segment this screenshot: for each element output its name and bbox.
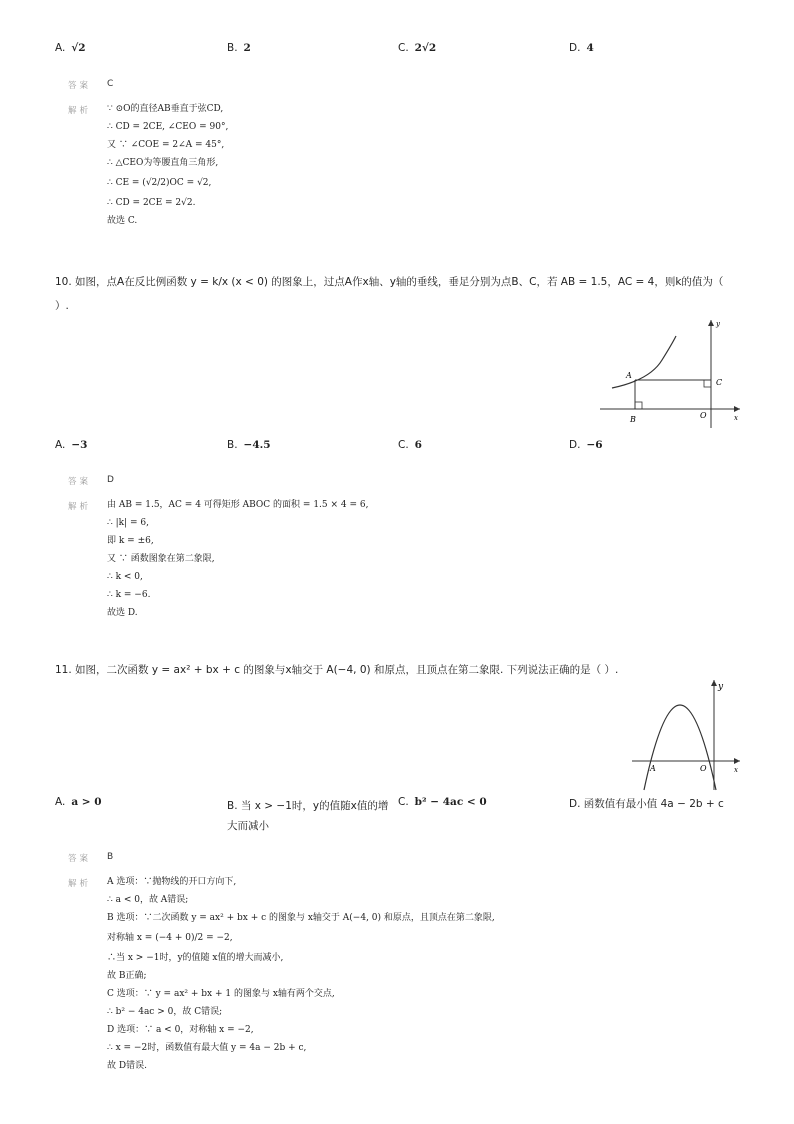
analysis-line: ∴ CD = 2CE, ∠CEO = 90°, <box>107 122 229 132</box>
q11-option-d[interactable]: D. 函数值有最小值 4a − 2b + c <box>569 798 724 810</box>
x-axis-arrow-icon <box>734 758 740 764</box>
label-o: O <box>700 764 707 773</box>
analysis-line: ∵ ⊙O的直径AB垂直于弦CD, <box>107 104 224 114</box>
q10-analysis-tag: 解析 <box>68 502 92 512</box>
analysis-line: ∴ △CEO为等腰直角三角形, <box>107 158 219 168</box>
analysis-line: 由 AB = 1.5，AC = 4 可得矩形 ABOC 的面积 = 1.5 × 4 = 6, <box>107 500 369 510</box>
q11-option-c[interactable]: C. b² − 4ac < 0 <box>398 796 487 808</box>
analysis-line: B 选项：∵二次函数 y = ax² + bx + c 的图象与 x轴交于 A(−4, 0) 和原点，且顶点在第二象限, <box>107 913 495 923</box>
q10-figure <box>590 316 750 432</box>
q11-stem: 11. 如图，二次函数 y = ax² + bx + c 的图象与x轴交于 A(−4, 0) 和原点，且顶点在第二象限. 下列说法正确的是（ ）. <box>55 664 619 676</box>
analysis-line: C 选项：∵ y = ax² + bx + 1 的图象与 x轴有两个交点, <box>107 989 335 999</box>
label-y: y <box>716 320 720 328</box>
q9-option-c[interactable]: C. 2√2 <box>398 42 437 54</box>
analysis-line: ∴ k < 0, <box>107 572 143 582</box>
q11-answer: B <box>107 852 114 862</box>
label-c: C <box>716 378 723 387</box>
analysis-line: D 选项：∵ a < 0，对称轴 x = −2, <box>107 1025 254 1035</box>
q10-answer: D <box>107 475 114 485</box>
label-x: x <box>734 766 738 774</box>
q10-stem-line1: 10. 如图，点A在反比例函数 y = k/x (x < 0) 的图象上，过点A作x轴、y轴的垂线，垂足分别为点B、C，若 AB = 1.5，AC = 4，则k的值为（ <box>55 276 724 288</box>
analysis-line: 又 ∵ 函数图象在第二象限, <box>107 554 215 564</box>
q9-option-a[interactable]: A. √2 <box>55 42 86 54</box>
q11-option-a[interactable]: A. a > 0 <box>55 796 102 808</box>
q10-analysis <box>107 496 368 622</box>
parabola-curve <box>644 705 716 790</box>
analysis-line: 故 D错误. <box>107 1061 147 1071</box>
q11-option-b[interactable]: B. 当 x > −1时，y的值随x值的增大而减小 <box>227 800 389 832</box>
analysis-line: 即 k = ±6, <box>107 536 154 546</box>
label-a: A <box>650 764 656 773</box>
analysis-line: A 选项：∵抛物线的开口方向下, <box>107 877 237 887</box>
right-angle-b-icon <box>635 402 642 409</box>
analysis-line: ∴当 x > −1时，y的值随 x值的增大而减小, <box>107 953 284 963</box>
y-axis-arrow-icon <box>708 320 714 326</box>
y-axis-arrow-icon <box>711 680 717 686</box>
analysis-line: ∴ a < 0，故 A错误; <box>107 895 189 905</box>
q9-analysis <box>107 100 228 230</box>
label-o: O <box>700 411 707 420</box>
analysis-line: 故选 D. <box>107 608 138 618</box>
q10-option-c[interactable]: C. 6 <box>398 439 422 451</box>
analysis-line: 对称轴 x = (−4 + 0)/2 = −2, <box>107 933 233 943</box>
label-a: A <box>626 371 632 380</box>
q10-answer-tag: 答案 <box>68 477 92 487</box>
q9-answer: C <box>107 79 114 89</box>
analysis-line: ∴ CE = (√2/2)OC = √2, <box>107 178 212 188</box>
label-x: x <box>734 414 738 422</box>
q10-option-d[interactable]: D. −6 <box>569 439 603 451</box>
q10-option-b[interactable]: B. −4.5 <box>227 439 271 451</box>
q9-analysis-tag: 解析 <box>68 106 92 116</box>
q10-stem-line2: ）. <box>55 300 69 312</box>
x-axis-arrow-icon <box>734 406 740 412</box>
analysis-line: ∴ x = −2时，函数值有最大值 y = 4a − 2b + c, <box>107 1043 307 1053</box>
analysis-line: ∴ |k| = 6, <box>107 518 149 528</box>
q11-analysis <box>107 873 495 1075</box>
label-b: B <box>630 415 636 424</box>
q11-figure <box>628 676 748 794</box>
analysis-line: ∴ k = −6. <box>107 590 151 600</box>
q11-answer-tag: 答案 <box>68 854 92 864</box>
q9-answer-tag: 答案 <box>68 81 92 91</box>
analysis-line: ∴ b² − 4ac > 0，故 C错误; <box>107 1007 223 1017</box>
right-angle-c-icon <box>704 380 711 387</box>
analysis-line: 故 B正确; <box>107 971 147 981</box>
q10-option-a[interactable]: A. −3 <box>55 439 88 451</box>
analysis-line: ∴ CD = 2CE = 2√2. <box>107 198 196 208</box>
label-y: y <box>718 682 724 692</box>
q9-option-d[interactable]: D. 4 <box>569 42 594 54</box>
analysis-line: 故选 C. <box>107 216 138 226</box>
analysis-line: 又 ∵ ∠COE = 2∠A = 45°, <box>107 140 225 150</box>
q9-option-b[interactable]: B. 2 <box>227 42 251 54</box>
q11-analysis-tag: 解析 <box>68 879 92 889</box>
